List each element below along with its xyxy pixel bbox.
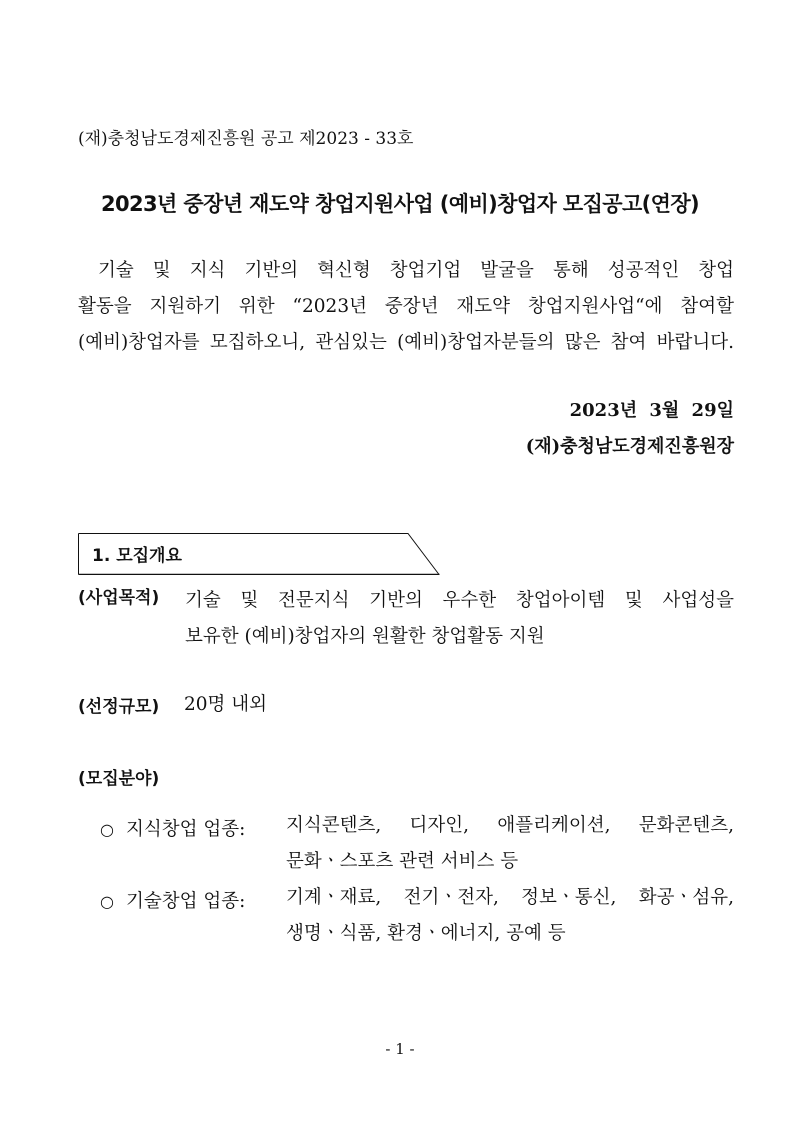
intro-paragraph [78, 253, 734, 361]
intro-line: 활동을 지원하기 위한 “2023년 중장년 재도약 창업지원사업“에 참여할 [78, 296, 734, 317]
scale-label: (선정규모) [78, 697, 160, 717]
bullet-icon: ○ [100, 892, 114, 911]
purpose-line: 기술 및 전문지식 기반의 우수한 창업아이템 및 사업성을 [185, 590, 734, 611]
bullet-icon: ○ [100, 820, 114, 839]
issuing-organization: (재)충청남도경제진흥원장 [525, 436, 734, 457]
page-number: - 1 - [385, 1040, 415, 1058]
document-title: 2023년 중장년 재도약 창업지원사업 (예비)창업자 모집공고(연장) [100, 192, 700, 216]
intro-line: 기술 및 지식 기반의 혁신형 창업기업 발굴을 통해 성공적인 창업 [98, 260, 734, 281]
field-item-label: 기술창업 업종: [126, 891, 246, 912]
section-heading: 1. 모집개요 [92, 546, 182, 566]
section-heading-box [78, 533, 440, 575]
field-item-label: 지식창업 업종: [126, 819, 246, 840]
scale-value: 20명 내외 [184, 694, 268, 715]
field-item-value [286, 808, 734, 880]
field-item-line: 생명ㆍ식품, 환경ㆍ에너지, 공예 등 [286, 923, 566, 944]
intro-line: (예비)창업자를 모집하오니, 관심있는 (예비)창업자분들의 많은 참여 바랍니다. [78, 332, 734, 353]
notice-date: 2023년 3월 29일 [569, 400, 734, 421]
purpose-line: 보유한 (예비)창업자의 원활한 창업활동 지원 [185, 626, 545, 647]
field-item-value [286, 880, 734, 952]
fields-label: (모집분야) [78, 769, 160, 789]
field-item-line: 지식콘텐츠, 디자인, 애플리케이션, 문화콘텐츠, [286, 815, 734, 836]
purpose-label: (사업목적) [78, 588, 160, 608]
purpose-text [185, 583, 734, 655]
notice-number: (재)충청남도경제진흥원 공고 제2023 - 33호 [78, 129, 414, 149]
field-item-line: 기계ㆍ재료, 전기ㆍ전자, 정보ㆍ통신, 화공ㆍ섬유, [286, 887, 734, 908]
field-item-line: 문화ㆍ스포츠 관련 서비스 등 [286, 851, 519, 872]
